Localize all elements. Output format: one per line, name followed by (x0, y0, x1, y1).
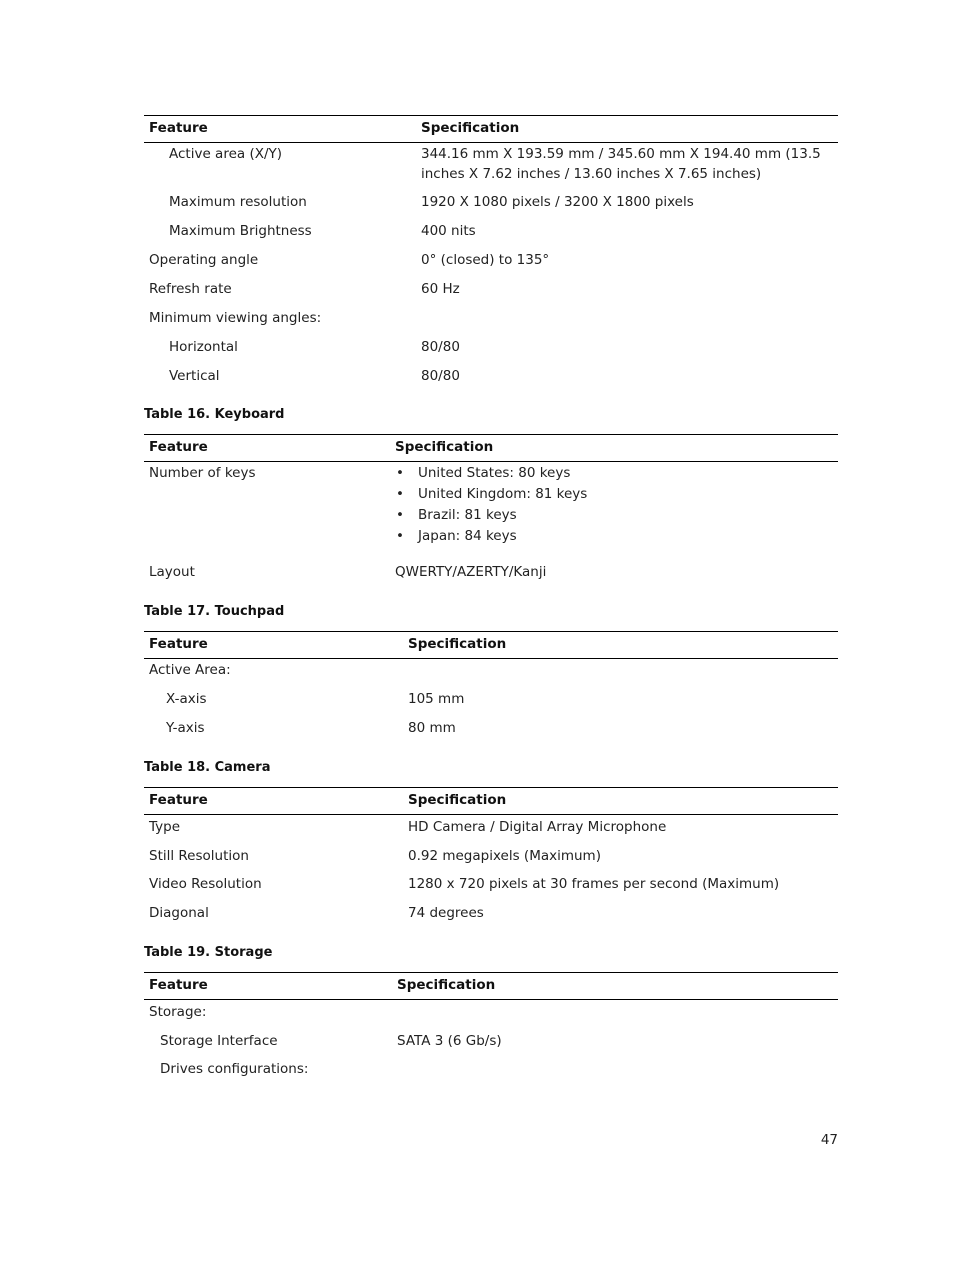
feature-cell: Maximum resolution (169, 194, 307, 210)
spec-cell: SATA 3 (6 Gb/s) (397, 1033, 502, 1049)
feature-cell: Diagonal (149, 905, 209, 921)
table-header (144, 787, 838, 815)
list-item: • Japan: 84 keys (395, 526, 587, 547)
header-feature: Feature (149, 120, 208, 136)
header-feature: Feature (149, 439, 208, 455)
list-item: • United Kingdom: 81 keys (395, 484, 587, 505)
table-header (144, 115, 838, 143)
list-item: • Brazil: 81 keys (395, 505, 587, 526)
spec-cell: 60 Hz (421, 281, 460, 297)
table-header (144, 631, 838, 659)
feature-cell: Layout (149, 564, 195, 580)
feature-cell: Storage: (149, 1004, 207, 1020)
touchpad-table-caption: Table 17. Touchpad (144, 604, 285, 619)
feature-cell: Maximum Brightness (169, 223, 312, 239)
storage-table-caption: Table 19. Storage (144, 945, 273, 960)
feature-cell: Video Resolution (149, 876, 262, 892)
list-item: • United States: 80 keys (395, 463, 587, 484)
spec-cell: 1280 x 720 pixels at 30 frames per second (Maximum) (408, 876, 780, 892)
camera-table-caption: Table 18. Camera (144, 760, 271, 775)
feature-cell: Number of keys (149, 465, 256, 481)
header-specification: Specification (421, 120, 520, 136)
table-header (144, 972, 838, 1000)
spec-cell: 344.16 mm X 193.59 mm / 345.60 mm X 194.40 mm (13.5 (421, 146, 821, 162)
spec-cell: 105 mm (408, 691, 465, 707)
spec-cell: 80/80 (421, 368, 460, 384)
spec-cell: 80/80 (421, 339, 460, 355)
spec-cell: HD Camera / Digital Array Microphone (408, 819, 667, 835)
feature-cell: Operating angle (149, 252, 259, 268)
spec-cell: 1920 X 1080 pixels / 3200 X 1800 pixels (421, 194, 694, 210)
header-feature: Feature (149, 792, 208, 808)
keys-bullet-list (395, 463, 587, 547)
header-specification: Specification (395, 439, 494, 455)
feature-cell: Active Area: (149, 662, 231, 678)
spec-cell-continued: inches X 7.62 inches / 13.60 inches X 7.65 inches) (421, 166, 762, 182)
header-feature: Feature (149, 977, 208, 993)
feature-cell: Refresh rate (149, 281, 232, 297)
feature-cell: Minimum viewing angles: (149, 310, 322, 326)
spec-cell: 80 mm (408, 720, 456, 736)
header-feature: Feature (149, 636, 208, 652)
feature-cell: X-axis (166, 691, 207, 707)
keyboard-table-caption: Table 16. Keyboard (144, 407, 285, 422)
spec-cell: 0° (closed) to 135° (421, 252, 550, 268)
spec-cell: 400 nits (421, 223, 476, 239)
page-number: 47 (820, 1132, 838, 1148)
header-specification: Specification (408, 636, 507, 652)
spec-cell: 74 degrees (408, 905, 484, 921)
feature-cell: Y-axis (166, 720, 205, 736)
feature-cell: Storage Interface (160, 1033, 278, 1049)
header-specification: Specification (408, 792, 507, 808)
header-specification: Specification (397, 977, 496, 993)
feature-cell: Type (149, 819, 181, 835)
spec-cell: QWERTY/AZERTY/Kanji (395, 564, 547, 580)
feature-cell: Vertical (169, 368, 220, 384)
feature-cell: Active area (X/Y) (169, 146, 283, 162)
feature-cell: Drives configurations: (160, 1061, 309, 1077)
table-header (144, 434, 838, 462)
spec-cell: 0.92 megapixels (Maximum) (408, 848, 601, 864)
feature-cell: Horizontal (169, 339, 238, 355)
feature-cell: Still Resolution (149, 848, 249, 864)
